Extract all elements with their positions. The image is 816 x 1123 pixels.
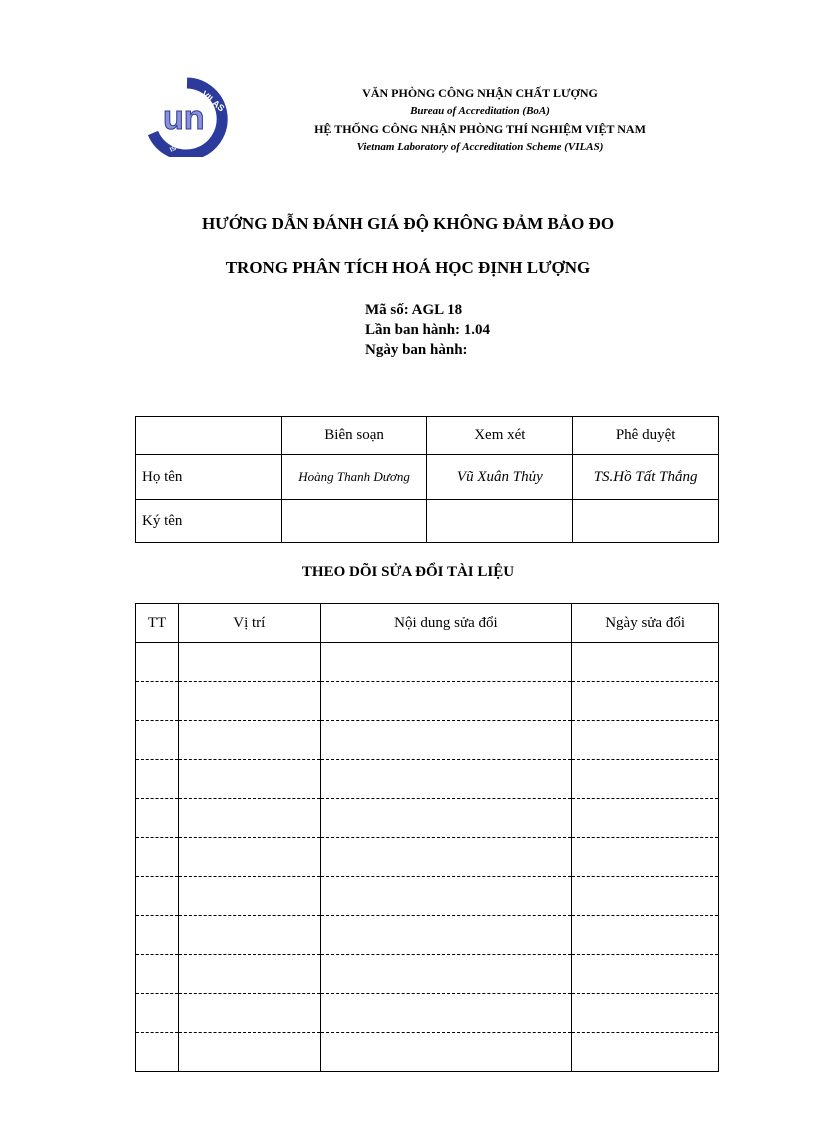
revision-cell xyxy=(572,838,719,877)
revision-cell xyxy=(320,994,572,1033)
revision-row xyxy=(136,799,719,838)
revision-row xyxy=(136,955,719,994)
revision-cell xyxy=(320,682,572,721)
revision-row xyxy=(136,1033,719,1072)
revision-cell xyxy=(178,955,320,994)
revision-cell xyxy=(572,955,719,994)
revision-header-row xyxy=(136,604,719,643)
document-meta xyxy=(365,300,490,360)
revision-row xyxy=(136,760,719,799)
revision-header-cell: TT xyxy=(136,604,179,643)
revision-cell xyxy=(178,682,320,721)
revision-cell xyxy=(136,994,179,1033)
revision-cell xyxy=(572,799,719,838)
revision-cell xyxy=(320,838,572,877)
signature-header-cell xyxy=(136,417,282,455)
revision-row xyxy=(136,721,719,760)
revision-cell xyxy=(178,799,320,838)
signature-header-cell: Xem xét xyxy=(427,417,573,455)
revision-cell xyxy=(320,643,572,682)
author-name: Hoàng Thanh Dương xyxy=(281,455,427,500)
revision-cell xyxy=(136,799,179,838)
revision-cell xyxy=(178,916,320,955)
revision-cell xyxy=(178,877,320,916)
revision-cell xyxy=(136,643,179,682)
svg-text:ISO / IEC 17025: ISO / IEC 17025 xyxy=(168,127,215,154)
signature-name-row xyxy=(136,455,719,500)
revision-cell xyxy=(136,1033,179,1072)
signature-header-row xyxy=(136,417,719,455)
revision-cell xyxy=(178,721,320,760)
revision-row xyxy=(136,643,719,682)
revision-cell xyxy=(572,643,719,682)
signature-header-cell: Biên soạn xyxy=(281,417,427,455)
revision-header-cell: Vị trí xyxy=(178,604,320,643)
document-title-line2: TRONG PHÂN TÍCH HOÁ HỌC ĐỊNH LƯỢNG xyxy=(225,258,591,277)
revision-row xyxy=(136,838,719,877)
signature-header-cell: Phê duyệt xyxy=(573,417,719,455)
signature-table xyxy=(135,416,719,543)
sign-row-label: Ký tên xyxy=(136,500,282,543)
scheme-name-vn: HỆ THỐNG CÔNG NHẬN PHÒNG THÍ NGHIỆM VIỆT NAM xyxy=(314,122,646,136)
revision-rows xyxy=(136,643,719,1072)
revision-cell xyxy=(572,877,719,916)
signature-sign-row xyxy=(136,500,719,543)
approver-name: TS.Hồ Tất Thắng xyxy=(573,455,719,500)
revision-cell xyxy=(136,838,179,877)
revision-cell xyxy=(320,877,572,916)
revision-cell xyxy=(136,682,179,721)
revision-header-cell: Nội dung sửa đổi xyxy=(320,604,572,643)
document-title-line1: HƯỚNG DẪN ĐÁNH GIÁ ĐỘ KHÔNG ĐẢM BẢO ĐO xyxy=(201,214,615,233)
revision-cell xyxy=(572,760,719,799)
revision-header-cell: Ngày sửa đổi xyxy=(572,604,719,643)
revision-row xyxy=(136,916,719,955)
reviewer-signature-cell xyxy=(427,500,573,543)
document-code: Mã số: AGL 18 xyxy=(365,302,463,318)
svg-text:VILAS: VILAS xyxy=(199,88,227,114)
revision-section-title: THEO DÕI SỬA ĐỔI TÀI LIỆU xyxy=(301,564,515,580)
revision-cell xyxy=(178,1033,320,1072)
revision-cell xyxy=(178,643,320,682)
scheme-name-en: Vietnam Laboratory of Accreditation Scheme (VILAS) xyxy=(356,141,604,153)
revision-cell xyxy=(320,955,572,994)
author-signature-cell xyxy=(281,500,427,543)
revision-cell xyxy=(320,1033,572,1072)
revision-cell xyxy=(136,916,179,955)
org-name-vn: VĂN PHÒNG CÔNG NHẬN CHẤT LƯỢNG xyxy=(362,86,598,100)
revision-cell xyxy=(572,994,719,1033)
revision-cell xyxy=(136,955,179,994)
revision-cell xyxy=(320,760,572,799)
revision-table xyxy=(135,603,719,1072)
reviewer-name: Vũ Xuân Thủy xyxy=(427,455,573,500)
revision-cell xyxy=(320,916,572,955)
revision-cell xyxy=(178,994,320,1033)
org-name-en: Bureau of Accreditation (BoA) xyxy=(410,105,550,117)
revision-cell xyxy=(178,838,320,877)
revision-row xyxy=(136,877,719,916)
revision-cell xyxy=(178,760,320,799)
document-issue-date: Ngày ban hành: xyxy=(365,342,468,358)
issuer-header xyxy=(290,84,670,156)
name-row-label: Họ tên xyxy=(136,455,282,500)
svg-text:un: un xyxy=(163,99,205,137)
revision-row xyxy=(136,682,719,721)
revision-cell xyxy=(572,1033,719,1072)
revision-cell xyxy=(320,799,572,838)
approver-signature-cell xyxy=(573,500,719,543)
revision-row xyxy=(136,994,719,1033)
revision-cell xyxy=(136,721,179,760)
revision-cell xyxy=(572,721,719,760)
revision-cell xyxy=(136,877,179,916)
document-edition: Lần ban hành: 1.04 xyxy=(365,322,491,338)
revision-cell xyxy=(572,682,719,721)
revision-cell xyxy=(320,721,572,760)
revision-cell xyxy=(572,916,719,955)
revision-cell xyxy=(136,760,179,799)
vilas-logo xyxy=(141,77,233,157)
